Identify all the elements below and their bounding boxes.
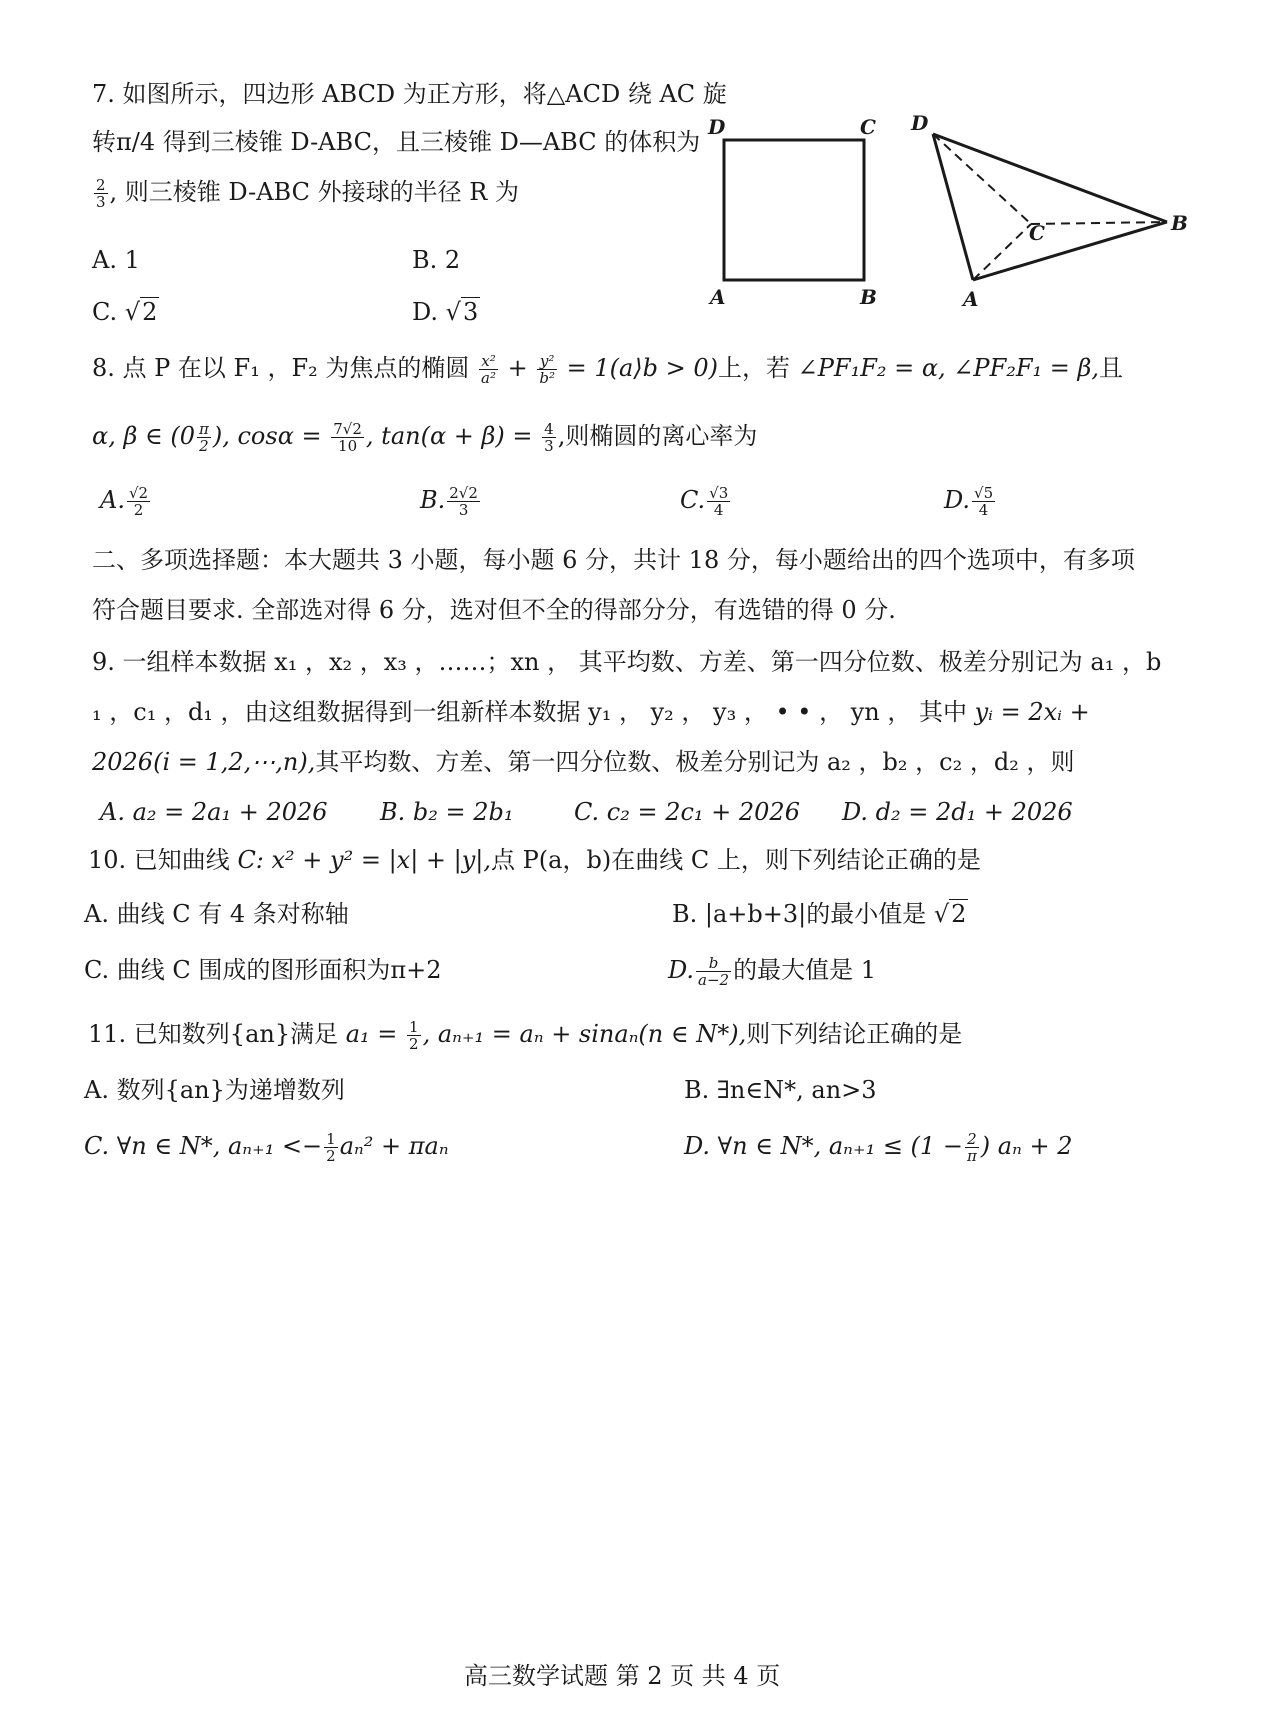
edge-da [933,134,973,280]
q11-stem: 11. 已知数列{an}满足 a₁ = $\frac{1}{2}$ , aₙ₊₁ = aₙ + sinaₙ(n ∈ N*),则下列结论正确的是 [88,1018,963,1053]
q9-line-2: ₁ ，c₁ ，d₁ ，由这组数据得到一组新样本数据 y₁ ， y₂ ， y₃ ， • • ， yn ， 其中 yᵢ = 2xᵢ + [92,698,1090,726]
q10-option-c: C. 曲线 C 围成的图形面积为π+2 [84,956,442,984]
q9-option-a: A. a₂ = 2a₁ + 2026 [100,798,328,826]
q7-line-2: 转π/4 得到三棱锥 D-ABC，且三棱锥 D—ABC 的体积为 [92,128,701,156]
q7-volume-fraction: $\frac{2}{3}$ [96,176,106,211]
square-label-b: B [860,285,877,309]
q8-option-b: B. $\frac{2√2}{3}$ [420,484,478,519]
q10-option-d: D. $\frac{b}{a-2}$ 的最大值是 1 [668,954,876,989]
q7-option-d: D. √3 [412,298,479,326]
q7-option-c: C. √2 [92,298,158,326]
q7-option-a: A. 1 [92,246,140,274]
q10-option-a: A. 曲线 C 有 4 条对称轴 [84,900,349,928]
q11-option-c: C. ∀n ∈ N*, aₙ₊₁ <− $\frac{1}{2}$ aₙ² + πaₙ [84,1130,449,1165]
edge-db [933,134,1167,222]
q10-option-b: B. |a+b+3|的最小值是 √2 [672,900,967,928]
square-label-c: C [860,115,876,139]
q11-option-d: D. ∀n ∈ N*, aₙ₊₁ ≤ (1 − $\frac{2}{\pi}$ ) aₙ + 2 [684,1130,1073,1165]
q9-option-d: D. d₂ = 2d₁ + 2026 [842,798,1073,826]
pyramid-label-b: B [1171,211,1188,235]
square-outline [724,140,864,280]
q9-option-b: B. b₂ = 2b₁ [380,798,514,826]
pyramid-figure [905,108,1195,318]
q7-line-3: $\frac{2}{3}$ , 则三棱锥 D-ABC 外接球的半径 R 为 [96,176,519,211]
pyramid-label-d: D [911,111,929,135]
q8-line-2: α, β ∈ (0 $\frac{\pi}{2}$ ), cosα = $\frac{7√2}{10}$ , tan(α + β) = $\frac{4}{3}$ ,则椭圆的离心率为 [92,420,758,455]
section2-line-2: 符合题目要求. 全部选对得 6 分，选对但不全的得部分分，有选错的得 0 分. [92,596,896,624]
page-footer: 高三数学试题 第 2 页 共 4 页 [464,1662,781,1690]
q10-stem: 10. 已知曲线 C: x² + y² = |x| + |y|,点 P(a，b)在曲线 C 上，则下列结论正确的是 [88,846,981,874]
pyramid-label-a: A [963,287,979,311]
edge-cb [1031,222,1167,224]
q9-option-c: C. c₂ = 2c₁ + 2026 [574,798,800,826]
edge-ab [973,222,1167,280]
q8-option-c: C. $\frac{√3}{4}$ [680,484,729,519]
square-figure [700,110,900,310]
q7-option-b: B. 2 [412,246,461,274]
pyramid-label-c: C [1029,221,1045,245]
q8-option-d: D. $\frac{√5}{4}$ [944,484,994,519]
square-label-a: A [710,285,726,309]
q9-line-3: 2026(i = 1,2,⋯,n),其平均数、方差、第一四分位数、极差分别记为 a₂ ，b₂ ，c₂ ，d₂ ，则 [92,748,1075,776]
q11-option-b: B. ∃n∈N*, an>3 [684,1076,877,1104]
q11-option-a: A. 数列{an}为递增数列 [84,1076,345,1104]
square-label-d: D [708,115,726,139]
q9-line-1: 9. 一组样本数据 x₁ ，x₂ ，x₃ ，……；xn ， 其平均数、方差、第一四分位数、极差分别记为 a₁ ，b [92,648,1162,676]
q8-line-1: 8. 点 P 在以 F₁ ，F₂ 为焦点的椭圆 $\frac{\text{x²}}{\text{a²}}$ + $\frac{\text{y²}}{\text{b²}}$ = 1(a⟩b > 0)上，若 ∠PF₁F₂ = α, ∠PF₂F₁ = β,且 [92,352,1123,387]
q8-option-a: A. $\frac{√2}{2}$ [100,484,149,519]
q7-line-1: 7. 如图所示，四边形 ABCD 为正方形，将△ACD 绕 AC 旋 [92,80,727,108]
edge-dc [933,134,1031,224]
section2-line-1: 二、多项选择题：本大题共 3 小题，每小题 6 分，共计 18 分，每小题给出的四个选项中，有多项 [92,546,1135,574]
